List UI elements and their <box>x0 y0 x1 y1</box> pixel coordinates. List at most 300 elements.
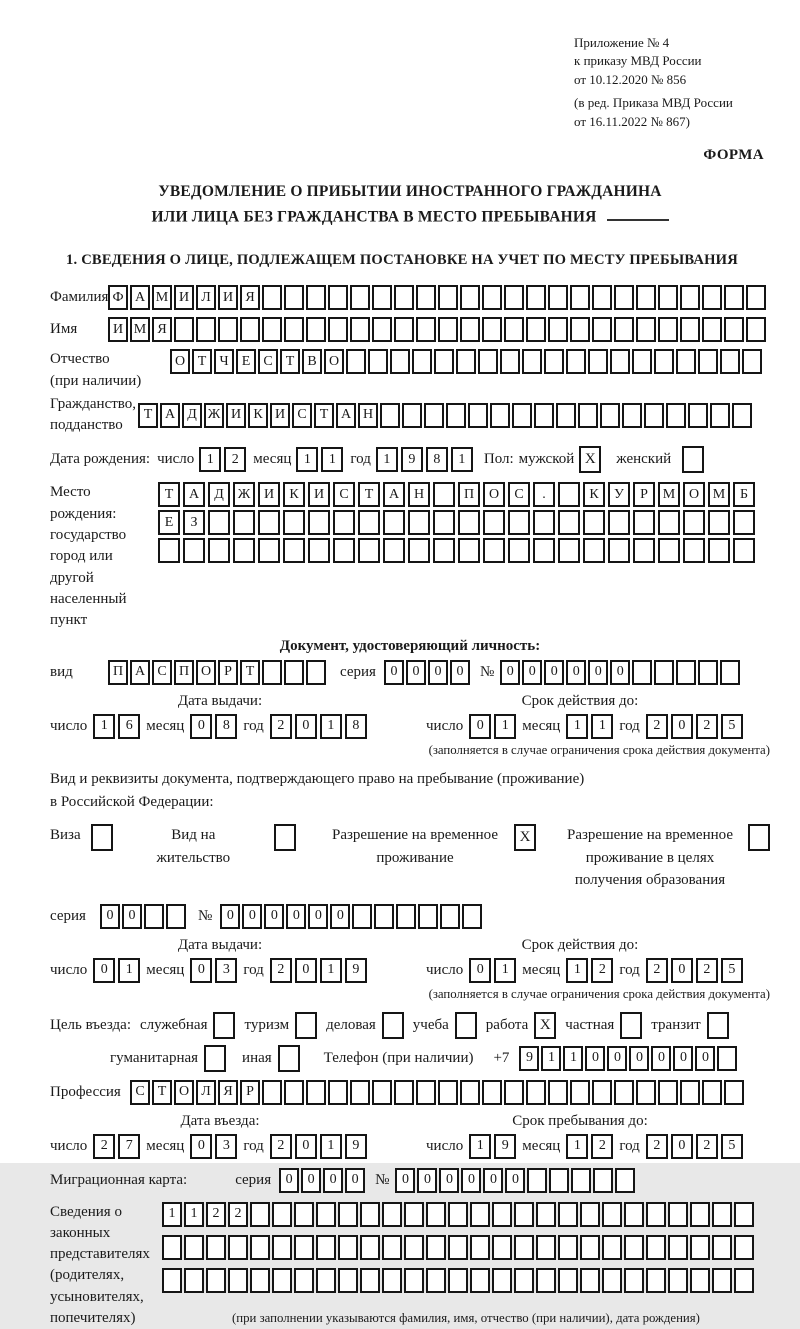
char-box <box>196 317 216 342</box>
char-box <box>570 1080 590 1105</box>
char-box <box>294 1235 314 1260</box>
birth-year-boxes <box>376 447 473 472</box>
purpose-transit-checkbox <box>707 1012 729 1039</box>
profession-label: Профессия <box>50 1083 121 1100</box>
char-box <box>328 285 348 310</box>
char-box <box>262 317 282 342</box>
char-box: 9 <box>345 1134 367 1159</box>
char-box <box>283 538 305 563</box>
month-label: месяц <box>522 717 561 734</box>
char-box <box>272 1235 292 1260</box>
char-box: 0 <box>384 660 404 685</box>
char-box <box>482 1080 502 1105</box>
identity-issue-date <box>50 714 390 739</box>
char-box: 0 <box>100 904 120 929</box>
char-box: А <box>130 660 150 685</box>
char-box <box>470 1235 490 1260</box>
char-box <box>526 317 546 342</box>
birth-day-group <box>157 447 246 472</box>
purpose-business-checkbox <box>382 1012 404 1039</box>
char-box <box>688 403 708 428</box>
char-box <box>456 349 476 374</box>
char-box: 2 <box>224 447 246 472</box>
char-box <box>394 317 414 342</box>
char-box: 0 <box>469 958 491 983</box>
char-box: А <box>336 403 356 428</box>
residence-series-boxes <box>100 904 186 929</box>
char-box <box>470 1202 490 1227</box>
purpose-tourism <box>244 1012 317 1039</box>
char-box <box>250 1268 270 1293</box>
char-box <box>174 317 194 342</box>
annex-line: к приказу МВД России <box>574 53 702 69</box>
char-box <box>424 403 444 428</box>
char-box: 0 <box>279 1168 299 1193</box>
char-box: Е <box>236 349 256 374</box>
purpose-label: Цель въезда: <box>50 1016 131 1033</box>
char-box <box>658 317 678 342</box>
title-line-1: УВЕДОМЛЕНИЕ О ПРИБЫТИИ ИНОСТРАННОГО ГРАЖДАНИНА <box>158 183 662 201</box>
identity-doc-dates <box>50 714 770 739</box>
char-box <box>580 1235 600 1260</box>
char-box <box>426 1268 446 1293</box>
char-box: 2 <box>646 714 668 739</box>
char-box <box>158 538 180 563</box>
option-temp-residence-education-label: Разрешение на временное проживание в целях получения образования <box>567 827 733 889</box>
char-box <box>644 403 664 428</box>
char-box <box>588 349 608 374</box>
option-temp-residence-checkbox <box>514 824 536 851</box>
char-box: И <box>218 285 238 310</box>
char-box: А <box>183 482 205 507</box>
char-box <box>338 1268 358 1293</box>
char-box <box>394 1080 414 1105</box>
sex-male-group <box>484 446 601 473</box>
doc-number-label: № <box>479 663 495 680</box>
char-box <box>206 1235 226 1260</box>
annex-line: от 10.12.2020 № 856 <box>574 71 687 87</box>
purpose-tourism-label: туризм <box>244 1016 290 1033</box>
char-box: Р <box>218 660 238 685</box>
month-label: месяц <box>146 1137 185 1154</box>
surname-row <box>50 285 770 310</box>
char-box <box>654 349 674 374</box>
residence-doc-intro-line1: Вид и реквизиты документа, подтверждающего право на пребывание (проживание) <box>50 770 585 787</box>
identity-doc-kind-row <box>50 660 770 685</box>
residence-issue-date <box>50 958 390 983</box>
char-box: Т <box>240 660 260 685</box>
checkbox-cell <box>455 1012 477 1039</box>
char-box <box>624 1235 644 1260</box>
char-box <box>208 538 230 563</box>
char-box: 1 <box>321 447 343 472</box>
char-box <box>724 285 744 310</box>
char-box <box>514 1268 534 1293</box>
entry-date-headings <box>50 1113 770 1130</box>
doc-kind-label: вид <box>50 663 73 680</box>
char-box <box>536 1235 556 1260</box>
char-box <box>602 1202 622 1227</box>
char-box: 0 <box>190 714 212 739</box>
char-box <box>284 317 304 342</box>
char-box <box>712 1235 732 1260</box>
char-box <box>350 285 370 310</box>
doc-series-boxes <box>384 660 470 685</box>
char-box: 0 <box>522 660 542 685</box>
char-box: Т <box>138 403 158 428</box>
char-box <box>460 317 480 342</box>
checkbox-cell <box>682 446 704 473</box>
char-box <box>460 285 480 310</box>
char-box <box>338 1235 358 1260</box>
identity-doc-date-headings <box>50 693 770 710</box>
char-box: О <box>483 482 505 507</box>
char-box: 2 <box>206 1202 226 1227</box>
char-box <box>646 1268 666 1293</box>
valid-year-boxes <box>646 958 743 983</box>
char-box: А <box>160 403 180 428</box>
char-box <box>358 538 380 563</box>
char-box: 9 <box>494 1134 516 1159</box>
char-box: А <box>130 285 150 310</box>
birth-year-group <box>350 447 472 472</box>
valid-year-boxes <box>646 714 743 739</box>
char-box <box>558 1202 578 1227</box>
char-box: П <box>174 660 194 685</box>
char-box <box>490 403 510 428</box>
option-temp-residence-label: Разрешение на временное проживание <box>332 827 498 866</box>
day-label: число <box>50 961 88 978</box>
char-box <box>416 1080 436 1105</box>
char-box <box>262 285 282 310</box>
checkbox-cell <box>620 1012 642 1039</box>
char-box: З <box>183 510 205 535</box>
char-box <box>593 1168 613 1193</box>
char-box: 8 <box>215 714 237 739</box>
issue-month-boxes <box>190 714 237 739</box>
representatives-label-line: представителях <box>50 1246 150 1263</box>
char-box <box>658 1080 678 1105</box>
char-box: 1 <box>93 714 115 739</box>
char-box: М <box>152 285 172 310</box>
char-box: 0 <box>264 904 284 929</box>
char-box <box>162 1235 182 1260</box>
birth-place-label <box>50 482 158 631</box>
char-box: 2 <box>270 958 292 983</box>
char-box <box>402 403 422 428</box>
char-box <box>183 538 205 563</box>
purpose-official-label: служебная <box>139 1016 208 1033</box>
char-box: 1 <box>296 447 318 472</box>
char-box: 0 <box>566 660 586 685</box>
char-box <box>690 1202 710 1227</box>
stay-day-boxes <box>469 1134 516 1159</box>
purpose-private-checkbox <box>620 1012 642 1039</box>
char-box <box>658 538 680 563</box>
char-box: 8 <box>426 447 448 472</box>
residence-doc-intro <box>50 768 770 815</box>
char-box: 9 <box>519 1046 539 1071</box>
char-box <box>360 1268 380 1293</box>
char-box <box>733 538 755 563</box>
char-box <box>166 904 186 929</box>
char-box <box>492 1268 512 1293</box>
issue-year-boxes <box>270 958 367 983</box>
residence-doc-series-row <box>50 904 770 929</box>
char-box: Л <box>196 285 216 310</box>
char-box: 1 <box>451 447 473 472</box>
residence-doc-intro-line2: в Российской Федерации: <box>50 793 214 810</box>
char-box <box>536 1268 556 1293</box>
char-box: 1 <box>494 958 516 983</box>
year-label: год <box>619 717 640 734</box>
representatives-row1-boxes <box>162 1202 770 1227</box>
issue-date-heading: Дата выдачи: <box>177 936 263 953</box>
char-box <box>272 1202 292 1227</box>
char-box <box>558 1235 578 1260</box>
char-box <box>448 1202 468 1227</box>
birth-month-group <box>253 447 343 472</box>
year-label: год <box>350 451 371 468</box>
char-box: 0 <box>671 1134 693 1159</box>
month-label: месяц <box>522 1137 561 1154</box>
char-box <box>668 1235 688 1260</box>
char-box <box>549 1168 569 1193</box>
char-box <box>184 1235 204 1260</box>
valid-until-heading: Срок действия до: <box>521 692 639 709</box>
char-box <box>690 1268 710 1293</box>
checkbox-cell <box>91 824 113 851</box>
birth-place-row1-boxes <box>158 482 755 507</box>
char-box <box>614 317 634 342</box>
char-box: 6 <box>118 714 140 739</box>
patronymic-label <box>50 349 170 392</box>
char-box <box>460 1080 480 1105</box>
char-box: 5 <box>721 714 743 739</box>
char-box: С <box>130 1080 150 1105</box>
char-box <box>615 1168 635 1193</box>
annex-line: Приложение № 4 <box>574 35 670 50</box>
char-box <box>483 510 505 535</box>
char-box: И <box>270 403 290 428</box>
section-1-heading: 1. СВЕДЕНИЯ О ЛИЦЕ, ПОДЛЕЖАЩЕМ ПОСТАНОВКЕ НА УЧЕТ ПО МЕСТУ ПРЕБЫВАНИЯ <box>66 252 738 269</box>
number-label: № <box>375 1171 390 1188</box>
char-box: 0 <box>301 1168 321 1193</box>
char-box <box>458 538 480 563</box>
char-box <box>580 1202 600 1227</box>
char-box: П <box>108 660 128 685</box>
phone-label: Телефон (при наличии) <box>323 1049 474 1066</box>
char-box <box>368 349 388 374</box>
checkbox-cell <box>278 1045 300 1072</box>
day-label: число <box>50 717 88 734</box>
char-box: 1 <box>494 714 516 739</box>
series-label: серия <box>50 907 86 924</box>
document-title <box>50 180 770 228</box>
char-box <box>218 317 238 342</box>
char-box <box>512 403 532 428</box>
char-box <box>333 538 355 563</box>
representatives-label <box>50 1202 162 1329</box>
char-box <box>328 317 348 342</box>
char-box: 2 <box>696 714 718 739</box>
char-box <box>162 1268 182 1293</box>
char-box <box>632 660 652 685</box>
char-box <box>284 1080 304 1105</box>
entry-year-boxes <box>270 1134 367 1159</box>
char-box: 0 <box>651 1046 671 1071</box>
char-box: О <box>170 349 190 374</box>
char-box: 0 <box>122 904 142 929</box>
char-box <box>614 1080 634 1105</box>
citizenship-label <box>50 394 138 437</box>
char-box <box>433 510 455 535</box>
char-box: 0 <box>439 1168 459 1193</box>
char-box <box>720 660 740 685</box>
day-label: число <box>426 1137 464 1154</box>
char-box <box>548 1080 568 1105</box>
char-box <box>658 285 678 310</box>
char-box: С <box>333 482 355 507</box>
char-box: 0 <box>505 1168 525 1193</box>
migration-card-label: Миграционная карта: <box>50 1171 188 1188</box>
char-box: Т <box>314 403 334 428</box>
char-box <box>408 538 430 563</box>
char-box: 1 <box>320 714 342 739</box>
char-box: К <box>248 403 268 428</box>
birth-date-label: Дата рождения: <box>50 451 151 468</box>
char-box: 0 <box>585 1046 605 1071</box>
char-box: 0 <box>461 1168 481 1193</box>
option-residence-permit-checkbox <box>274 824 296 851</box>
char-box <box>608 538 630 563</box>
purpose-humanitarian <box>110 1045 226 1072</box>
month-label: месяц <box>146 717 185 734</box>
char-box <box>328 1080 348 1105</box>
surname-label: Фамилия <box>50 289 109 306</box>
char-box: 1 <box>118 958 140 983</box>
day-label: число <box>157 451 195 468</box>
char-box: Я <box>218 1080 238 1105</box>
char-box <box>690 1235 710 1260</box>
char-box <box>250 1235 270 1260</box>
char-box <box>708 538 730 563</box>
char-box: Т <box>192 349 212 374</box>
char-box: 2 <box>228 1202 248 1227</box>
char-box: Ф <box>108 285 128 310</box>
char-box: 0 <box>417 1168 437 1193</box>
annex-line: от 16.11.2022 № 867) <box>574 113 691 129</box>
char-box <box>646 1202 666 1227</box>
char-box <box>412 349 432 374</box>
char-box <box>636 1080 656 1105</box>
char-box <box>404 1202 424 1227</box>
residence-doc-options <box>50 824 770 892</box>
char-box <box>333 510 355 535</box>
stay-year-boxes <box>646 1134 743 1159</box>
char-box <box>522 349 542 374</box>
char-box: 1 <box>320 958 342 983</box>
char-box <box>526 285 546 310</box>
char-box <box>446 403 466 428</box>
month-label: месяц <box>146 961 185 978</box>
char-box: Л <box>196 1080 216 1105</box>
char-box <box>360 1235 380 1260</box>
char-box: 5 <box>721 958 743 983</box>
profession-row <box>50 1080 770 1105</box>
purpose-tourism-checkbox <box>295 1012 317 1039</box>
char-box <box>483 538 505 563</box>
char-box: И <box>258 482 280 507</box>
char-box <box>732 403 752 428</box>
char-box <box>258 510 280 535</box>
char-box <box>708 510 730 535</box>
char-box <box>614 285 634 310</box>
checkbox-cell <box>213 1012 235 1039</box>
option-residence-permit <box>141 824 296 869</box>
citizenship-label-line1: Гражданство, <box>50 395 137 412</box>
representatives-row3-boxes <box>162 1268 770 1293</box>
char-box: П <box>458 482 480 507</box>
char-box <box>746 285 766 310</box>
char-box <box>500 349 520 374</box>
year-label: год <box>619 1137 640 1154</box>
char-box <box>396 904 416 929</box>
char-box <box>504 1080 524 1105</box>
char-box: 1 <box>541 1046 561 1071</box>
char-box <box>583 538 605 563</box>
annex-line: (в ред. Приказа МВД России <box>574 95 733 111</box>
char-box <box>394 285 414 310</box>
char-box: С <box>258 349 278 374</box>
entry-date-heading: Дата въезда: <box>180 1112 260 1129</box>
char-box <box>570 317 590 342</box>
representatives-label-line: законных <box>50 1224 111 1241</box>
purpose-transit-label: транзит <box>651 1016 701 1033</box>
char-box <box>262 1080 282 1105</box>
char-box <box>636 285 656 310</box>
purpose-study-label: учеба <box>412 1016 449 1033</box>
char-box <box>404 1235 424 1260</box>
char-box <box>680 317 700 342</box>
char-box <box>316 1235 336 1260</box>
purpose-private <box>565 1012 642 1039</box>
char-box <box>346 349 366 374</box>
purpose-work-label: работа <box>485 1016 529 1033</box>
char-box: О <box>174 1080 194 1105</box>
identity-valid-until-date <box>390 714 770 739</box>
sex-label: Пол: <box>483 451 514 468</box>
char-box <box>526 1080 546 1105</box>
checkbox-cell <box>707 1012 729 1039</box>
char-box: 1 <box>199 447 221 472</box>
char-box <box>382 1235 402 1260</box>
char-box: С <box>508 482 530 507</box>
given-name-row <box>50 317 770 342</box>
char-box <box>338 1202 358 1227</box>
char-box: 0 <box>295 714 317 739</box>
char-box: М <box>658 482 680 507</box>
char-box: 7 <box>118 1134 140 1159</box>
char-box: Д <box>208 482 230 507</box>
char-box: 1 <box>563 1046 583 1071</box>
char-box <box>646 1235 666 1260</box>
birth-place-row <box>50 482 770 631</box>
char-box <box>658 510 680 535</box>
annex-reference <box>574 34 770 131</box>
representatives-label-line: попечителях) <box>50 1310 136 1327</box>
char-box: Р <box>633 482 655 507</box>
